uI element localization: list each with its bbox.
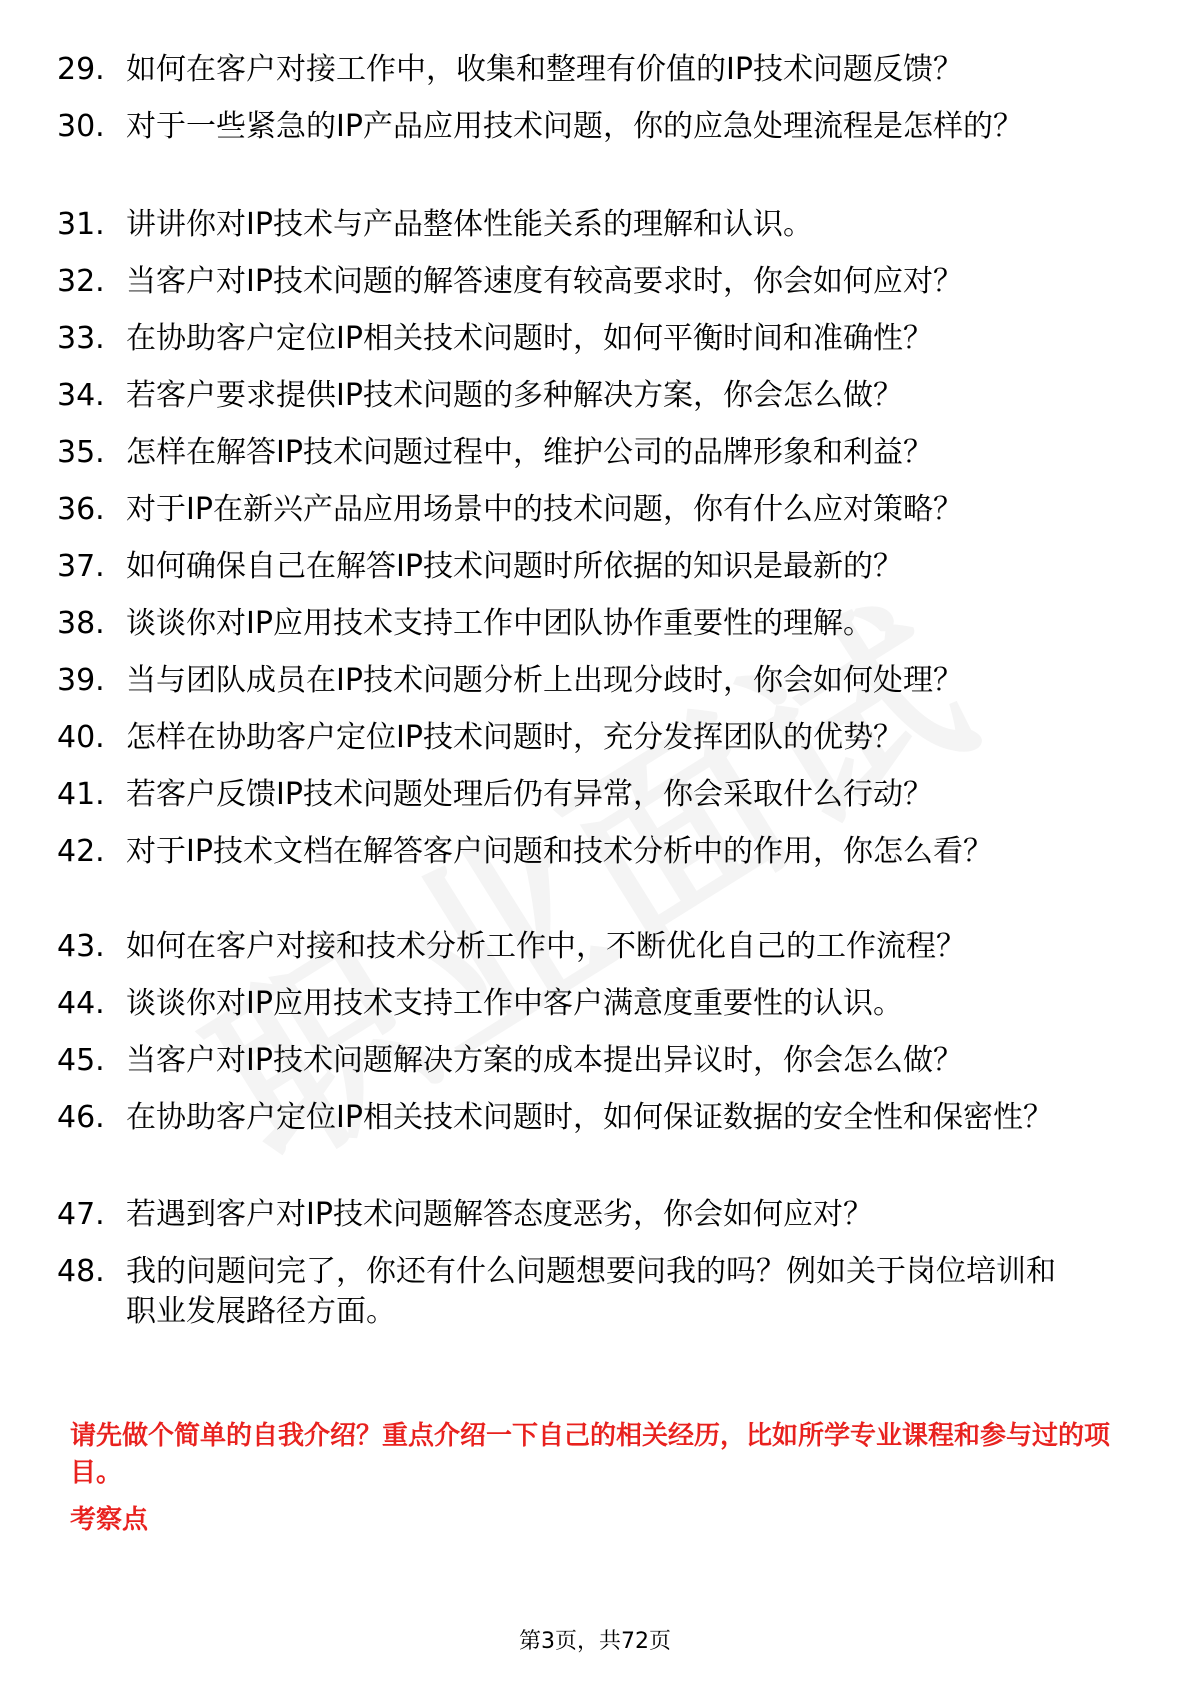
question-text: 怎样在协助客户定位IP技术问题时，充分发挥团队的优势？ <box>126 720 903 755</box>
exam-point-heading: 考察点 <box>70 1505 149 1535</box>
question-number: 29. <box>57 52 105 87</box>
question-text: 当客户对IP技术问题的解答速度有较高要求时，你会如何应对？ <box>126 264 963 299</box>
question-number: 36. <box>57 492 105 527</box>
question-text: 在协助客户定位IP相关技术问题时，如何保证数据的安全性和保密性？ <box>126 1100 1053 1135</box>
question-number: 47. <box>57 1197 105 1232</box>
question-text: 当与团队成员在IP技术问题分析上出现分歧时，你会如何处理？ <box>126 663 963 698</box>
question-number: 31. <box>57 207 105 242</box>
question-text: 当客户对IP技术问题解决方案的成本提出异议时，你会怎么做？ <box>126 1043 963 1078</box>
question-number: 41. <box>57 777 105 812</box>
question-text: 如何在客户对接和技术分析工作中，不断优化自己的工作流程？ <box>126 929 966 964</box>
question-text: 对于IP技术文档在解答客户问题和技术分析中的作用，你怎么看？ <box>126 834 993 869</box>
question-text: 如何在客户对接工作中，收集和整理有价值的IP技术问题反馈？ <box>126 52 963 87</box>
question-number: 34. <box>57 378 105 413</box>
question-number: 32. <box>57 264 105 299</box>
question-text: 对于一些紧急的IP产品应用技术问题，你的应急处理流程是怎样的？ <box>126 109 1023 144</box>
question-text: 若客户反馈IP技术问题处理后仍有异常，你会采取什么行动？ <box>126 777 933 812</box>
question-text: 我的问题问完了，你还有什么问题想要问我的吗？例如关于岗位培训和职业发展路径方面。 <box>126 1254 1056 1329</box>
question-text: 怎样在解答IP技术问题过程中，维护公司的品牌形象和利益？ <box>126 435 933 470</box>
question-number: 44. <box>57 986 105 1021</box>
question-number: 37. <box>57 549 105 584</box>
question-text: 在协助客户定位IP相关技术问题时，如何平衡时间和准确性？ <box>126 321 933 356</box>
page-number: 第3页，共72页 <box>519 1629 671 1654</box>
question-text: 如何确保自己在解答IP技术问题时所依据的知识是最新的？ <box>126 549 903 584</box>
question-number: 48. <box>57 1254 105 1289</box>
question-number: 43. <box>57 929 105 964</box>
question-text: 谈谈你对IP应用技术支持工作中客户满意度重要性的认识。 <box>126 986 903 1021</box>
question-number: 30. <box>57 109 105 144</box>
question-number: 38. <box>57 606 105 641</box>
question-number: 33. <box>57 321 105 356</box>
intro-question: 请先做个简单的自我介绍？重点介绍一下自己的相关经历，比如所学专业课程和参与过的项目。 <box>70 1421 1111 1488</box>
question-text: 谈谈你对IP应用技术支持工作中团队协作重要性的理解。 <box>126 606 873 641</box>
question-number: 46. <box>57 1100 105 1135</box>
question-text: 若客户要求提供IP技术问题的多种解决方案，你会怎么做？ <box>126 378 903 413</box>
question-number: 45. <box>57 1043 105 1078</box>
question-number: 42. <box>57 834 105 869</box>
question-text: 讲讲你对IP技术与产品整体性能关系的理解和认识。 <box>126 207 813 242</box>
question-number: 39. <box>57 663 105 698</box>
question-number: 40. <box>57 720 105 755</box>
question-number: 35. <box>57 435 105 470</box>
question-text: 对于IP在新兴产品应用场景中的技术问题，你有什么应对策略？ <box>126 492 963 527</box>
question-text: 若遇到客户对IP技术问题解答态度恶劣，你会如何应对？ <box>126 1197 873 1232</box>
